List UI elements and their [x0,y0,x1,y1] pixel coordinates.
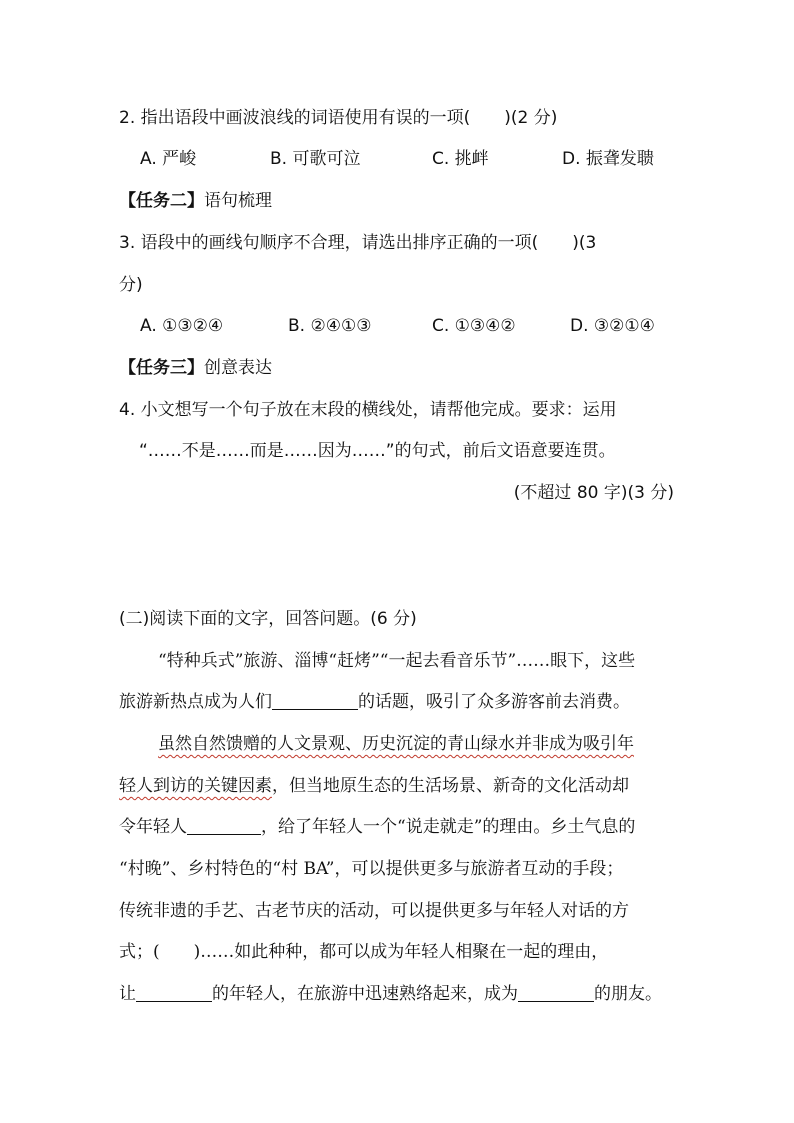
passage-p1-line2 [119,690,630,714]
q3-option-b: B. ②④①③ [288,316,372,336]
q3-option-a: A. ①③②④ [140,316,224,336]
task-2-bracket: 【任务二】 [119,191,204,211]
section-2-heading: (二)阅读下面的文字，回答问题。(6 分) [119,609,417,629]
question-4-line1: 4. 小文想写一个句子放在末段的横线处，请帮他完成。要求：运用 [119,400,617,420]
question-3-stem-line1: 3. 语段中的画线句顺序不合理，请选出排序正确的一项( )(3 [119,233,597,253]
question-4-limit: (不超过 80 字)(3 分) [513,483,674,503]
passage-p2-line3 [119,815,635,839]
q2-option-a: A. 严峻 [140,149,197,169]
passage-p2-line6: 式；( )……如此种种，都可以成为年轻人相聚在一起的理由， [119,942,609,962]
passage-p2-line2 [119,774,629,798]
passage-text: ，但当地原生态的生活场景、新奇的文化活动却 [272,776,629,796]
passage-p2-line7 [119,982,662,1006]
fill-blank-1[interactable] [272,691,358,710]
q3-option-c: C. ①③④② [432,316,516,336]
fill-blank-2[interactable] [187,816,261,835]
task-3-heading [119,356,272,380]
task-2-title: 语句梳理 [204,191,272,211]
q3-option-d: D. ③②①④ [570,316,655,336]
task-3-bracket: 【任务三】 [119,358,204,378]
passage-text: 的朋友。 [594,984,662,1004]
fill-blank-3[interactable] [136,983,212,1002]
q2-option-b: B. 可歌可泣 [270,149,361,169]
passage-p1-line1: “特种兵式”旅游、淄博“赶烤”“一起去看音乐节”……眼下，这些 [158,651,636,671]
q2-option-d: D. 振聋发聩 [562,149,654,169]
question-3-stem-line2: 分) [119,275,143,295]
underlined-sentence: 轻人到访的关键因素 [119,776,272,796]
passage-text: 让 [119,984,136,1004]
question-2-stem: 2. 指出语段中画波浪线的词语使用有误的一项( )(2 分) [119,108,558,128]
task-3-title: 创意表达 [204,358,272,378]
passage-p2-line4: “村晚”、乡村特色的“村 BA”，可以提供更多与旅游者互动的手段； [119,859,624,879]
fill-blank-4[interactable] [518,983,594,1002]
passage-text: 的年轻人，在旅游中迅速熟络起来，成为 [212,984,518,1004]
passage-text: 令年轻人 [119,817,187,837]
passage-p2-line5: 传统非遗的手艺、古老节庆的活动，可以提供更多与年轻人对话的方 [119,901,629,921]
passage-text: 旅游新热点成为人们 [119,692,272,712]
underlined-sentence: 虽然自然馈赠的人文景观、历史沉淀的青山绿水并非成为吸引年 [158,734,634,754]
question-4-line2: “……不是……而是……因为……”的句式，前后文语意要连贯。 [139,441,616,461]
passage-text: 的话题，吸引了众多游客前去消费。 [358,692,630,712]
q2-option-c: C. 挑衅 [432,149,489,169]
task-2-heading [119,189,272,213]
passage-p2-line1 [158,732,634,756]
passage-text: ，给了年轻人一个“说走就走”的理由。乡土气息的 [261,817,636,837]
